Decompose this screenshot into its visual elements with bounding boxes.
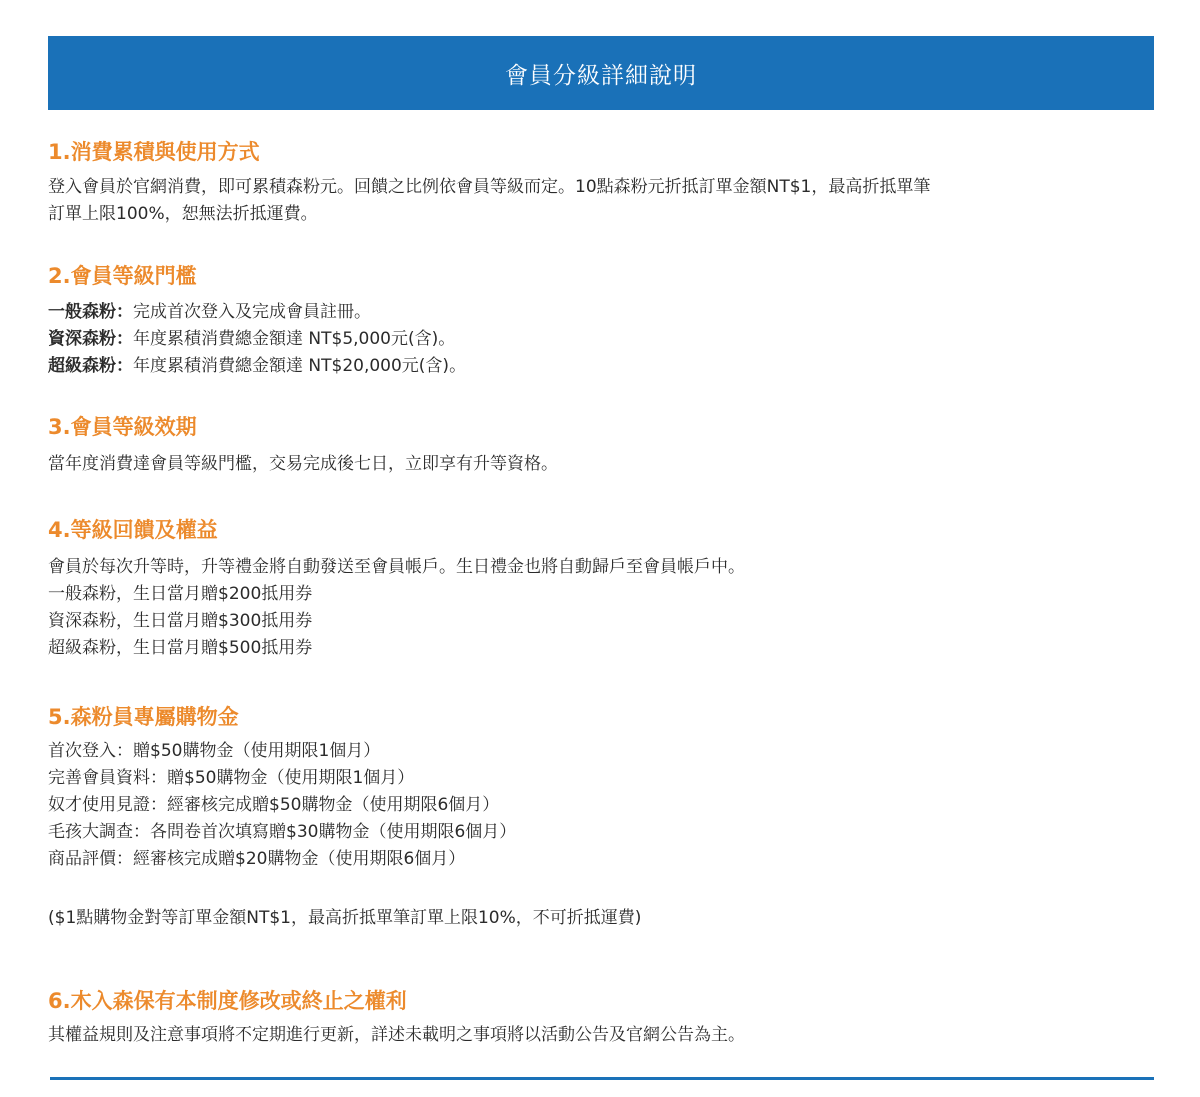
tier-row [48,353,1152,380]
page-title: 會員分級詳細說明 [505,62,697,89]
section-body-3 [48,451,1152,478]
paragraph-line: 資深森粉，生日當月贈$300抵用券 [48,611,313,631]
tier-description: 年度累積消費總金額達 NT$5,000元(含)。 [133,329,456,349]
section-body-4 [48,554,1152,662]
section-body-5 [48,738,1152,873]
paragraph-line: 會員於每次升等時，升等禮金將自動發送至會員帳戶。生日禮金也將自動歸戶至會員帳戶中。 [48,557,745,577]
note-line: ($1點購物金對等訂單金額NT$1，最高折抵單筆訂單上限10%，不可折抵運費) [48,908,642,928]
paragraph-line: 當年度消費達會員等級門檻，交易完成後七日，立即享有升等資格。 [48,454,558,474]
paragraph-line: 毛孩大調查：各問卷首次填寫贈$30購物金（使用期限6個月） [48,822,517,842]
section-body-1 [48,174,1152,228]
section-body-2 [48,299,1152,380]
tier-name: 一般森粉： [48,302,133,322]
paragraph-line: 其權益規則及注意事項將不定期進行更新，詳述未載明之事項將以活動公告及官網公告為主。 [48,1025,745,1045]
paragraph-line: 首次登入：贈$50購物金（使用期限1個月） [48,741,381,761]
section-note-5 [48,905,1152,932]
section-title-4: 4.等級回饋及權益 [48,518,218,542]
tier-name: 超級森粉： [48,356,133,376]
tier-name: 資深森粉： [48,329,133,349]
section-title-1: 1.消費累積與使用方式 [48,140,260,164]
paragraph-line: 訂單上限100%，恕無法折抵運費。 [48,204,318,224]
paragraph-line: 超級森粉，生日當月贈$500抵用券 [48,638,313,658]
bottom-divider [50,1077,1154,1080]
tier-description: 年度累積消費總金額達 NT$20,000元(含)。 [133,356,467,376]
section-title-2: 2.會員等級門檻 [48,264,197,288]
paragraph-line: 奴才使用見證：經審核完成贈$50購物金（使用期限6個月） [48,795,500,815]
section-title-6: 6.木入森保有本制度修改或終止之權利 [48,989,407,1013]
section-title-5: 5.森粉員專屬購物金 [48,705,239,729]
page-title-banner [48,36,1154,110]
paragraph-line: 登入會員於官網消費，即可累積森粉元。回饋之比例依會員等級而定。10點森粉元折抵訂單金額NT$1，最高折抵單筆 [48,177,931,197]
paragraph-line: 商品評價：經審核完成贈$20購物金（使用期限6個月） [48,849,466,869]
section-title-3: 3.會員等級效期 [48,415,197,439]
tier-row [48,326,1152,353]
paragraph-line: 完善會員資料：贈$50購物金（使用期限1個月） [48,768,415,788]
section-body-6 [48,1022,1152,1049]
tier-row [48,299,1152,326]
tier-description: 完成首次登入及完成會員註冊。 [133,302,371,322]
paragraph-line: 一般森粉，生日當月贈$200抵用券 [48,584,313,604]
